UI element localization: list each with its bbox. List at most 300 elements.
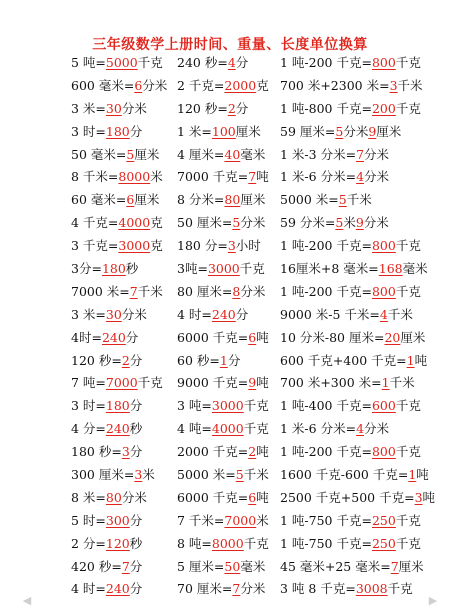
exercise-item xyxy=(280,464,429,487)
exercise-answer: 1 xyxy=(408,467,417,483)
exercise-unit: 千克 xyxy=(137,375,163,391)
exercise-answer: 7 xyxy=(232,581,241,597)
exercise-answer: 4 xyxy=(356,421,365,437)
exercise-item xyxy=(71,235,163,258)
exercise-row xyxy=(0,189,460,212)
exercise-unit: 千米 xyxy=(243,467,269,483)
exercise-answer: 4 xyxy=(227,55,236,70)
exercise-answer: 4000 xyxy=(211,421,244,437)
exercise-answer: 80 xyxy=(224,192,241,208)
exercise-item xyxy=(280,281,421,304)
exercise-item xyxy=(177,578,265,601)
exercise-row xyxy=(0,556,460,579)
exercise-unit: 米 xyxy=(343,215,356,231)
exercise-answer: 240 xyxy=(101,329,126,345)
exercise-question: 4 时= xyxy=(71,581,106,597)
exercise-unit: 吨 xyxy=(256,444,269,460)
exercise-question: 59 厘米= xyxy=(280,123,336,139)
exercise-question: 7 吨= xyxy=(71,375,106,391)
exercise-question: 2 千克= xyxy=(177,77,225,93)
exercise-question: 1 米-6 分米= xyxy=(280,421,357,437)
exercise-unit: 千克 xyxy=(395,238,421,254)
exercise-item xyxy=(71,556,142,579)
exercise-unit: 米 xyxy=(150,169,163,185)
exercise-row xyxy=(0,464,460,487)
exercise-unit: 秒 xyxy=(129,535,143,551)
exercise-item xyxy=(280,258,428,281)
exercise-question: 50 毫米= xyxy=(71,146,127,162)
exercise-answer: 7 xyxy=(129,283,138,299)
exercise-question: 300 厘米= xyxy=(71,467,135,483)
exercise-row xyxy=(0,258,460,281)
exercise-item xyxy=(177,75,269,98)
exercise-item xyxy=(280,212,389,235)
exercise-answer: 30 xyxy=(105,306,122,322)
exercise-question: 240 秒= xyxy=(177,55,228,70)
exercise-question: 3 时= xyxy=(71,398,106,414)
exercise-answer: 4 xyxy=(379,306,388,322)
exercise-answer: 180 xyxy=(105,123,130,139)
exercise-answer: 3 xyxy=(121,444,130,460)
exercise-question: 1 吨-200 千克= xyxy=(280,238,372,254)
exercise-answer: 2 xyxy=(248,444,257,460)
exercise-item xyxy=(177,281,265,304)
exercise-grid xyxy=(0,52,460,601)
exercise-item xyxy=(177,441,269,464)
exercise-row xyxy=(0,75,460,98)
exercise-question: 1 吨-750 千克= xyxy=(280,512,372,528)
exercise-answer: 2000 xyxy=(224,77,257,93)
exercise-answer: 200 xyxy=(371,100,396,116)
exercise-answer: 168 xyxy=(378,261,403,277)
exercise-item xyxy=(177,189,265,212)
exercise-unit: 分 xyxy=(129,444,143,460)
exercise-item xyxy=(280,578,413,601)
exercise-unit: 吨 xyxy=(256,329,269,345)
exercise-answer: 6 xyxy=(248,489,257,505)
exercise-unit: 吨 xyxy=(256,489,269,505)
exercise-answer: 9 xyxy=(368,123,377,139)
exercise-item xyxy=(71,510,142,533)
exercise-answer: 3 xyxy=(134,467,143,483)
exercise-answer: 3000 xyxy=(118,238,151,254)
exercise-question: 3分= xyxy=(71,261,102,277)
exercise-item xyxy=(71,487,147,510)
exercise-answer: 250 xyxy=(371,535,396,551)
exercise-item xyxy=(177,52,248,75)
exercise-item xyxy=(280,395,421,418)
exercise-item xyxy=(280,556,424,579)
exercise-item xyxy=(280,304,413,327)
exercise-item xyxy=(71,75,167,98)
exercise-item xyxy=(280,487,435,510)
exercise-answer: 7000 xyxy=(105,375,138,391)
exercise-question: 4 厘米= xyxy=(177,146,225,162)
exercise-question: 1600 千克-600 千克= xyxy=(280,467,409,483)
exercise-row xyxy=(0,418,460,441)
exercise-answer: 180 xyxy=(105,398,130,414)
exercise-question: 3 千克= xyxy=(71,238,119,254)
exercise-question: 59 分米= xyxy=(280,215,336,231)
exercise-item xyxy=(177,121,261,144)
exercise-item xyxy=(280,52,421,75)
exercise-unit: 吨 xyxy=(422,489,436,505)
exercise-answer: 1 xyxy=(381,375,390,391)
exercise-answer: 8 xyxy=(232,283,241,299)
exercise-question: 6000 千克= xyxy=(177,329,249,345)
exercise-question: 7000 米= xyxy=(71,283,130,299)
exercise-unit: 毫米 xyxy=(240,558,266,574)
exercise-unit: 千克 xyxy=(395,398,421,414)
exercise-unit: 分米 xyxy=(364,421,390,437)
exercise-row xyxy=(0,350,460,373)
exercise-answer: 800 xyxy=(371,444,396,460)
exercise-question: 1 吨-400 千克= xyxy=(280,398,372,414)
exercise-row xyxy=(0,395,460,418)
exercise-unit: 小时 xyxy=(235,238,261,254)
exercise-answer: 9 xyxy=(248,375,257,391)
exercise-row xyxy=(0,487,460,510)
exercise-row xyxy=(0,441,460,464)
exercise-answer: 240 xyxy=(211,306,236,322)
exercise-unit: 千克 xyxy=(395,100,421,116)
exercise-question: 8 千米= xyxy=(71,169,119,185)
exercise-item xyxy=(280,441,421,464)
exercise-unit: 分 xyxy=(235,55,249,70)
exercise-answer: 800 xyxy=(371,238,396,254)
exercise-item xyxy=(71,52,163,75)
exercise-answer: 8000 xyxy=(118,169,151,185)
exercise-question: 60 秒= xyxy=(177,352,220,368)
exercise-answer: 5 xyxy=(335,123,344,139)
exercise-question: 3 米= xyxy=(71,306,106,322)
exercise-question: 4 千克= xyxy=(71,215,119,231)
exercise-unit: 分 xyxy=(235,306,249,322)
exercise-answer: 120 xyxy=(105,535,130,551)
exercise-answer: 240 xyxy=(105,581,130,597)
exercise-item xyxy=(280,533,421,556)
exercise-item xyxy=(177,327,269,350)
exercise-item xyxy=(71,395,142,418)
exercise-item xyxy=(280,235,421,258)
exercise-unit: 千克 xyxy=(395,535,421,551)
exercise-question: 5 厘米= xyxy=(177,558,225,574)
exercise-question: 45 毫米+25 毫米= xyxy=(280,558,391,574)
exercise-unit: 分米 xyxy=(240,581,266,597)
exercise-item xyxy=(71,166,163,189)
exercise-row xyxy=(0,166,460,189)
exercise-question: 1 吨-800 千克= xyxy=(280,100,372,116)
exercise-question: 3 吨 8 千克= xyxy=(280,581,356,597)
exercise-row xyxy=(0,578,460,601)
exercise-item xyxy=(71,372,163,395)
exercise-item xyxy=(280,166,389,189)
exercise-unit: 千米 xyxy=(346,192,372,208)
exercise-item xyxy=(71,98,147,121)
exercise-unit: 分 xyxy=(129,352,143,368)
exercise-unit: 分米 xyxy=(363,215,389,231)
exercise-item xyxy=(280,327,425,350)
exercise-answer: 3 xyxy=(389,77,398,93)
exercise-question: 5 吨= xyxy=(71,55,106,70)
exercise-answer: 300 xyxy=(105,512,130,528)
exercise-question: 2500 千克+500 千克= xyxy=(280,489,415,505)
exercise-question: 3 时= xyxy=(71,123,106,139)
exercise-answer: 3 xyxy=(414,489,423,505)
exercise-answer: 7 xyxy=(390,558,399,574)
exercise-row xyxy=(0,52,460,75)
exercise-question: 1 吨-200 千克= xyxy=(280,55,372,70)
exercise-unit: 分米 xyxy=(121,306,147,322)
exercise-answer: 5000 xyxy=(105,55,138,70)
exercise-item xyxy=(71,327,138,350)
exercise-unit: 千米 xyxy=(137,283,163,299)
exercise-question: 1 吨-750 千克= xyxy=(280,535,372,551)
exercise-unit: 千米 xyxy=(389,375,415,391)
exercise-item xyxy=(177,258,265,281)
exercise-question: 4 分= xyxy=(71,421,106,437)
exercise-unit: 分米 xyxy=(240,283,266,299)
exercise-item xyxy=(71,418,142,441)
chevron-left-icon[interactable]: ◀ xyxy=(22,594,32,607)
exercise-question: 600 千克+400 千克= xyxy=(280,352,407,368)
exercise-answer: 800 xyxy=(371,55,396,70)
exercise-question: 8 米= xyxy=(71,489,106,505)
exercise-item xyxy=(280,372,415,395)
exercise-item xyxy=(280,510,421,533)
exercise-answer: 2 xyxy=(121,352,130,368)
exercise-question: 1 米-6 分米= xyxy=(280,169,357,185)
exercise-item xyxy=(71,281,163,304)
exercise-question: 5 时= xyxy=(71,512,106,528)
exercise-answer: 7 xyxy=(248,169,257,185)
exercise-unit: 厘米 xyxy=(134,192,160,208)
exercise-unit: 秒 xyxy=(125,261,139,277)
exercise-unit: 厘米 xyxy=(400,329,426,345)
exercise-answer: 3000 xyxy=(211,398,244,414)
exercise-item xyxy=(71,533,142,556)
exercise-item xyxy=(177,166,269,189)
exercise-unit: 毫米 xyxy=(240,146,266,162)
exercise-answer: 250 xyxy=(371,512,396,528)
exercise-item xyxy=(280,418,389,441)
chevron-right-icon[interactable]: ▶ xyxy=(428,594,438,607)
exercise-item xyxy=(71,464,155,487)
exercise-row xyxy=(0,281,460,304)
exercise-item xyxy=(177,372,269,395)
exercise-answer: 6 xyxy=(248,329,257,345)
exercise-answer: 1 xyxy=(219,352,228,368)
exercise-item xyxy=(280,144,389,167)
exercise-question: 5000 米= xyxy=(177,467,236,483)
exercise-answer: 1 xyxy=(406,352,415,368)
exercise-answer: 4 xyxy=(356,169,365,185)
exercise-answer: 6 xyxy=(126,192,135,208)
exercise-unit: 分 xyxy=(235,100,249,116)
exercise-question: 10 分米-80 厘米= xyxy=(280,329,385,345)
exercise-question: 2 分= xyxy=(71,535,106,551)
exercise-question: 9000 米-5 千米= xyxy=(280,306,380,322)
exercise-unit: 分米 xyxy=(142,77,168,93)
exercise-unit: 厘米 xyxy=(398,558,424,574)
exercise-unit: 毫米 xyxy=(402,261,428,277)
exercise-unit: 千克 xyxy=(243,535,269,551)
exercise-unit: 千克 xyxy=(395,512,421,528)
exercise-item xyxy=(280,98,421,121)
exercise-item xyxy=(177,556,265,579)
exercise-item xyxy=(177,487,269,510)
exercise-unit: 千克 xyxy=(387,581,413,597)
exercise-question: 60 毫米= xyxy=(71,192,127,208)
exercise-answer: 800 xyxy=(371,283,396,299)
exercise-unit: 千克 xyxy=(395,283,421,299)
exercise-item xyxy=(71,189,159,212)
exercise-unit: 千克 xyxy=(243,398,269,414)
exercise-unit: 米 xyxy=(142,467,155,483)
exercise-question: 120 秒= xyxy=(177,100,228,116)
exercise-item xyxy=(177,144,265,167)
exercise-answer: 600 xyxy=(371,398,396,414)
exercise-unit: 分米 xyxy=(364,169,390,185)
exercise-item xyxy=(71,121,142,144)
exercise-answer: 6 xyxy=(134,77,143,93)
exercise-row xyxy=(0,121,460,144)
exercise-answer: 40 xyxy=(224,146,241,162)
exercise-answer: 9 xyxy=(355,215,364,231)
exercise-item xyxy=(177,212,265,235)
exercise-item xyxy=(177,533,269,556)
exercise-unit: 千克 xyxy=(395,55,421,70)
exercise-question: 180 分= xyxy=(177,238,228,254)
exercise-question: 4 时= xyxy=(177,306,212,322)
exercise-item xyxy=(71,304,147,327)
exercise-question: 1 米-3 分米= xyxy=(280,146,357,162)
exercise-answer: 7 xyxy=(121,558,130,574)
exercise-answer: 5 xyxy=(232,215,241,231)
exercise-row xyxy=(0,327,460,350)
exercise-item xyxy=(177,395,269,418)
exercise-row xyxy=(0,144,460,167)
exercise-item xyxy=(280,350,427,373)
exercise-question: 2000 千克= xyxy=(177,444,249,460)
exercise-question: 6000 千克= xyxy=(177,489,249,505)
exercise-answer: 3 xyxy=(227,238,236,254)
exercise-question: 7000 千克= xyxy=(177,169,249,185)
exercise-unit: 分 xyxy=(129,123,143,139)
exercise-row xyxy=(0,372,460,395)
exercise-unit: 分 xyxy=(129,398,143,414)
exercise-unit: 秒 xyxy=(129,421,143,437)
exercise-item xyxy=(177,418,269,441)
exercise-item xyxy=(71,350,142,373)
exercise-item xyxy=(280,189,372,212)
exercise-question: 4 吨= xyxy=(177,421,212,437)
exercise-unit: 克 xyxy=(256,77,269,93)
exercise-unit: 分 xyxy=(129,558,143,574)
exercise-unit: 分 xyxy=(129,512,143,528)
exercise-question: 50 厘米= xyxy=(177,215,233,231)
exercise-question: 5000 米= xyxy=(280,192,339,208)
exercise-question: 8 分米= xyxy=(177,192,225,208)
exercise-item xyxy=(280,75,423,98)
exercise-question: 9000 千克= xyxy=(177,375,249,391)
exercise-answer: 30 xyxy=(105,100,122,116)
exercise-unit: 分 xyxy=(227,352,241,368)
exercise-answer: 8000 xyxy=(211,535,244,551)
exercise-item xyxy=(71,578,142,601)
exercise-unit: 吨 xyxy=(256,375,269,391)
exercise-question: 16厘米+8 毫米= xyxy=(280,261,379,277)
exercise-row xyxy=(0,235,460,258)
exercise-question: 8 吨= xyxy=(177,535,212,551)
exercise-unit: 千米 xyxy=(397,77,423,93)
exercise-answer: 3008 xyxy=(355,581,388,597)
exercise-unit: 克 xyxy=(150,215,163,231)
exercise-answer: 5 xyxy=(335,215,344,231)
exercise-unit: 厘米 xyxy=(240,192,266,208)
exercise-unit: 克 xyxy=(150,238,163,254)
exercise-answer: 80 xyxy=(105,489,122,505)
exercise-item xyxy=(177,510,269,533)
exercise-answer: 3000 xyxy=(207,261,240,277)
exercise-answer: 5 xyxy=(126,146,135,162)
exercise-unit: 千克 xyxy=(395,444,421,460)
exercise-answer: 20 xyxy=(384,329,401,345)
exercise-answer: 4000 xyxy=(118,215,151,231)
exercise-answer: 2 xyxy=(227,100,236,116)
exercise-unit: 吨 xyxy=(416,467,429,483)
exercise-question: 700 米+2300 米= xyxy=(280,77,390,93)
exercise-answer: 5 xyxy=(338,192,347,208)
exercise-question: 70 厘米= xyxy=(177,581,233,597)
exercise-unit: 分米 xyxy=(343,123,369,139)
exercise-question: 80 厘米= xyxy=(177,283,233,299)
exercise-question: 7 千米= xyxy=(177,512,225,528)
exercise-item xyxy=(280,121,401,144)
exercise-unit: 分米 xyxy=(121,489,147,505)
exercise-unit: 吨 xyxy=(414,352,428,368)
exercise-unit: 吨 xyxy=(256,169,269,185)
exercise-question: 120 秒= xyxy=(71,352,122,368)
exercise-item xyxy=(177,304,248,327)
exercise-question: 420 秒= xyxy=(71,558,122,574)
exercise-item xyxy=(71,144,159,167)
exercise-answer: 50 xyxy=(224,558,241,574)
exercise-unit: 厘米 xyxy=(235,123,261,139)
exercise-item xyxy=(177,98,248,121)
exercise-item xyxy=(71,441,142,464)
exercise-item xyxy=(177,350,240,373)
exercise-unit: 千克 xyxy=(239,261,265,277)
exercise-row xyxy=(0,212,460,235)
exercise-unit: 分 xyxy=(125,329,139,345)
exercise-question: 180 秒= xyxy=(71,444,122,460)
exercise-row xyxy=(0,510,460,533)
exercise-item xyxy=(177,235,261,258)
exercise-unit: 千克 xyxy=(137,55,163,70)
exercise-item xyxy=(71,212,163,235)
exercise-answer: 180 xyxy=(101,261,126,277)
exercise-unit: 分米 xyxy=(121,100,147,116)
exercise-item xyxy=(71,258,138,281)
exercise-answer: 7 xyxy=(356,146,365,162)
exercise-row xyxy=(0,98,460,121)
exercise-question: 3 米= xyxy=(71,100,106,116)
exercise-question: 1 米= xyxy=(177,123,212,139)
exercise-question: 4时= xyxy=(71,329,102,345)
exercise-unit: 分米 xyxy=(364,146,390,162)
exercise-answer: 240 xyxy=(105,421,130,437)
